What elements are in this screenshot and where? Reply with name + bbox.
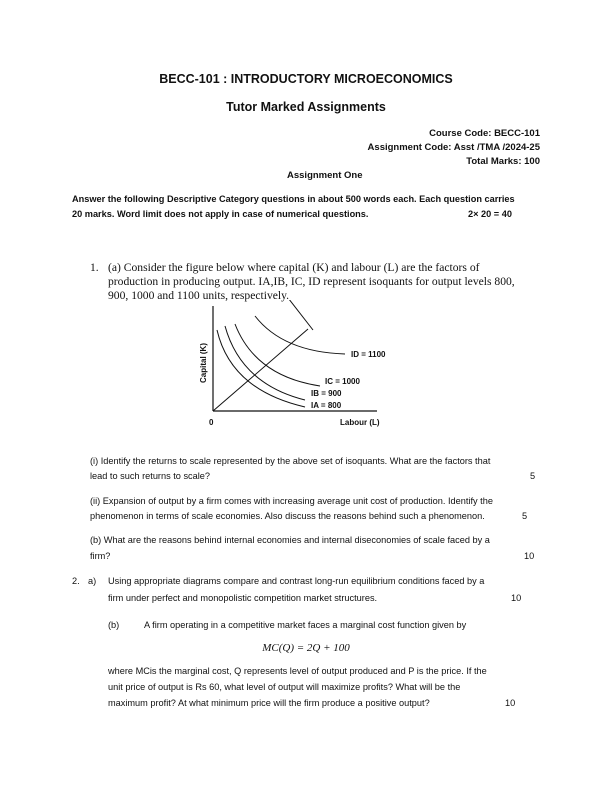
origin-label: 0: [209, 418, 214, 427]
q2-b-line-3: unit price of output is Rs 60, what level of output will maximize profits? What will be the: [108, 682, 461, 692]
q1-i-line-2: lead to such returns to scale?: [90, 471, 211, 481]
course-title: BECC-101 : INTRODUCTORY MICROECONOMICS: [159, 72, 453, 86]
q1-i-line-1: (i) Identify the returns to scale represented by the above set of isoquants. What are the factors that: [90, 456, 491, 466]
isoquant-ib: [225, 326, 305, 400]
expansion-path: [213, 329, 308, 411]
q1-ii-line-1: (ii) Expansion of output by a firm comes with increasing average unit cost of production. Identify the: [90, 496, 493, 506]
ray-tick: [285, 300, 313, 330]
document-title: Tutor Marked Assignments: [226, 100, 386, 114]
q2-a-marks: 10: [511, 593, 522, 603]
q2-number: 2.: [72, 576, 80, 586]
q1a-line-3: 900, 1000 and 1100 units, respectively.: [108, 289, 290, 302]
isoquant-ib-label: IB = 900: [311, 389, 342, 398]
q1-ii-line-2: phenomenon in terms of scale economies. Also discuss the reasons behind such a phenomenon.: [90, 511, 485, 521]
q1-i-marks: 5: [530, 471, 536, 481]
q1-b-marks: 10: [524, 551, 535, 561]
q1a-line-2: production in producing output. IA,IB, IC, ID represent isoquants for output levels 800,: [108, 275, 515, 288]
q2-a-line-2: firm under perfect and monopolistic competition market structures.: [108, 593, 378, 603]
q2-b-marks: 10: [505, 698, 516, 708]
isoquant-graph: [195, 300, 415, 440]
isoquant-ic-label: IC = 1000: [325, 377, 360, 386]
course-code: Course Code: BECC-101: [429, 128, 540, 139]
isoquant-ia-label: IA = 800: [311, 401, 342, 410]
x-axis-label: Labour (L): [340, 418, 380, 427]
q2-b-line-1: A firm operating in a competitive market faces a marginal cost function given by: [144, 620, 467, 630]
q1-ii-marks: 5: [522, 511, 528, 521]
instructions-line-1: Answer the following Descriptive Category questions in about 500 words each. Each question carries: [72, 194, 515, 204]
q2-a-label: a): [88, 576, 97, 586]
q2-a-line-1: Using appropriate diagrams compare and contrast long-run equilibrium conditions faced by a: [108, 576, 485, 586]
q2-b-line-2: where MCis the marginal cost, Q represents level of output produced and P is the price. If the: [108, 666, 487, 676]
total-marks: Total Marks: 100: [466, 156, 540, 167]
y-axis-label: Capital (K): [199, 343, 208, 383]
instructions-marks: 2× 20 = 40: [468, 209, 512, 219]
assignment-heading: Assignment One: [287, 170, 363, 181]
assignment-code: Assignment Code: Asst /TMA /2024-25: [367, 142, 540, 153]
q1a-line-1: (a) Consider the figure below where capital (K) and labour (L) are the factors of: [108, 261, 480, 274]
isoquant-id-label: ID = 1100: [351, 350, 386, 359]
q2-b-label: (b): [108, 620, 120, 630]
isoquant-id: [255, 316, 345, 354]
q1-b-line-2: firm?: [90, 551, 111, 561]
instructions-line-2: 20 marks. Word limit does not apply in case of numerical questions.: [72, 209, 369, 219]
q2-b-line-4: maximum profit? At what minimum price will the firm produce a positive output?: [108, 698, 430, 708]
mc-equation: MC(Q) = 2Q + 100: [262, 642, 350, 654]
q1-b-line-1: (b) What are the reasons behind internal economies and internal diseconomies of scale faced by a: [90, 535, 490, 545]
q1-number: 1.: [90, 261, 99, 274]
